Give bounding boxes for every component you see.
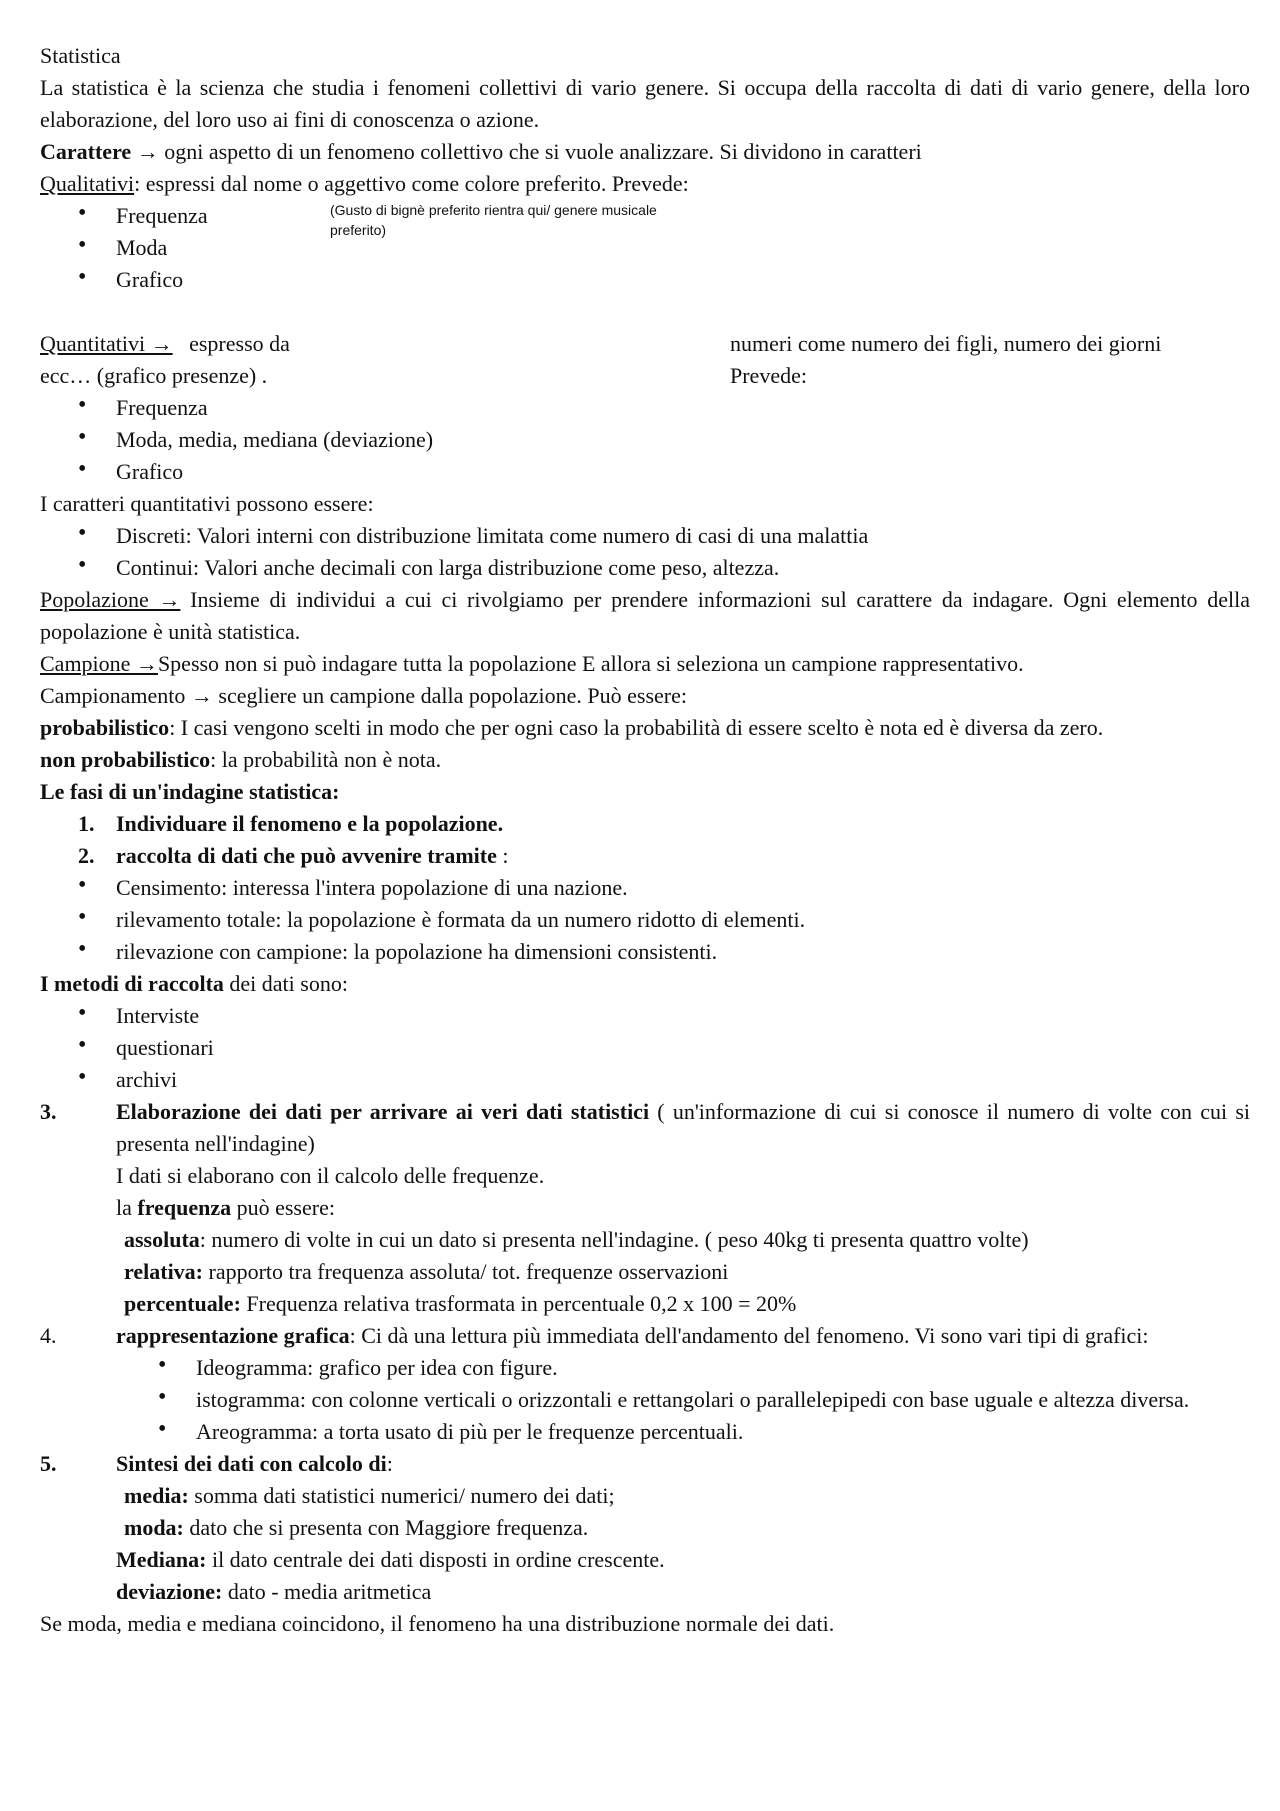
step-1-text: Individuare il fenomeno e la popolazione. xyxy=(116,811,504,836)
step-4-number: 4. xyxy=(40,1323,57,1348)
quantitativi-right xyxy=(730,328,1250,392)
carattere-text: ogni aspetto di un fenomeno collettivo che si vuole analizzare. Si dividono in caratteri xyxy=(158,139,922,164)
step-3-text: ( un'informazione di cui si conosce il numero di volte con cui si presenta nell'indagine) xyxy=(116,1099,1250,1156)
list-item: • rilevamento totale: la popolazione è formata da un numero ridotto di elementi. xyxy=(40,904,1250,936)
quantitativi-right-1: numeri come numero dei figli, numero dei giorni xyxy=(730,331,1162,356)
list-item: • Frequenza xyxy=(40,392,1250,424)
fasi-heading xyxy=(40,776,1250,808)
non-probabilistico-term: non probabilistico xyxy=(40,747,211,772)
step-2-text: raccolta di dati che può avvenire tramite xyxy=(116,843,497,868)
assoluta-term: assoluta xyxy=(124,1227,200,1252)
fasi-heading-text: Le fasi di un'indagine statistica: xyxy=(40,779,340,804)
list-item: • Frequenza xyxy=(40,200,1250,232)
step-3-line2: I dati si elaborano con il calcolo delle frequenze. xyxy=(116,1163,545,1188)
quantitativi-list xyxy=(40,392,1250,488)
list-item: • Grafico xyxy=(40,456,1250,488)
list-item: • archivi xyxy=(40,1064,1250,1096)
relativa-definition xyxy=(40,1256,1250,1288)
carattere-definition xyxy=(40,136,1250,168)
media-term: media: xyxy=(124,1483,189,1508)
metodi-term: I metodi di raccolta xyxy=(40,971,224,996)
metodi-intro xyxy=(40,968,1250,1000)
probabilistico-text: : I casi vengono scelti in modo che per ogni caso la probabilità di essere scelto è nota ed è diversa da zero. xyxy=(169,715,1104,740)
step-5-number: 5. xyxy=(40,1451,57,1476)
carattere-term: Carattere → xyxy=(40,139,159,164)
list-item: • Continui: Valori anche decimali con larga distribuzione come peso, altezza. xyxy=(40,552,1250,584)
percentuale-definition xyxy=(40,1288,1250,1320)
mediana-term: Mediana: xyxy=(116,1547,207,1572)
media-definition xyxy=(40,1480,1250,1512)
quantitativi-left xyxy=(40,328,350,392)
popolazione-definition xyxy=(40,584,1250,648)
step-3-line3 xyxy=(40,1192,1250,1224)
quantitativi-left-line1 xyxy=(40,328,350,360)
non-probabilistico-definition xyxy=(40,744,1250,776)
qualitativi-term: Qualitativi xyxy=(40,171,135,196)
list-item: • Interviste xyxy=(40,1000,1250,1032)
quantitativi-left-2: ecc… (grafico presenze) . xyxy=(40,363,268,388)
conclusion: Se moda, media e mediana coincidono, il fenomeno ha una distribuzione normale dei dati. xyxy=(40,1611,835,1636)
campione-definition xyxy=(40,648,1250,680)
list-item: • Ideogramma: grafico per idea con figure. xyxy=(40,1352,1250,1384)
campione-term: Campione → xyxy=(40,651,158,676)
intro-paragraph: La statistica è la scienza che studia i fenomeni collettivi di vario genere. Si occupa della raccolta di dati di vario genere, della loro elaborazione, del loro uso ai fini di conoscenza o azione. xyxy=(40,75,1250,132)
step-3-content xyxy=(116,1096,1250,1160)
step-2-tail: : xyxy=(496,843,509,868)
step-3-line3-post: può essere: xyxy=(231,1195,335,1220)
deviazione-term: deviazione: xyxy=(116,1579,223,1604)
list-item: • Censimento: interessa l'intera popolazione di una nazione. xyxy=(40,872,1250,904)
campionamento-definition: Campionamento → scegliere un campione dalla popolazione. Può essere: xyxy=(40,683,687,708)
step-1-number: 1. xyxy=(78,811,95,836)
step-2-number: 2. xyxy=(78,843,95,868)
quantitativi-left-1: espresso da xyxy=(189,331,290,356)
metodi-text: dei dati sono: xyxy=(223,971,348,996)
qualitativi-text: : espressi dal nome o aggettivo come colore preferito. Prevede: xyxy=(134,171,689,196)
moda-term: moda: xyxy=(124,1515,184,1540)
step-3-number: 3. xyxy=(40,1099,57,1124)
step-4 xyxy=(40,1320,1250,1352)
quant-types-list xyxy=(40,520,1250,584)
step-4-list xyxy=(40,1352,1250,1448)
relativa-term: relativa: xyxy=(124,1259,204,1284)
popolazione-term: Popolazione → xyxy=(40,587,181,612)
mediana-text: il dato centrale dei dati disposti in ordine crescente. xyxy=(206,1547,665,1572)
percentuale-text: Frequenza relativa trasformata in percentuale 0,2 x 100 = 20% xyxy=(240,1291,797,1316)
doc-title: Statistica xyxy=(40,43,121,68)
document-page xyxy=(40,40,1250,1640)
side-note: (Gusto di bignè preferito rientra qui/ genere musicale preferito) xyxy=(330,202,657,238)
step-2 xyxy=(40,840,1250,872)
quantitativi-right-2: Prevede: xyxy=(730,363,807,388)
media-text: somma dati statistici numerici/ numero dei dati; xyxy=(188,1483,615,1508)
list-item: • Moda xyxy=(40,232,1250,264)
step-4-content xyxy=(116,1320,1250,1352)
moda-text: dato che si presenta con Maggiore frequenza. xyxy=(183,1515,589,1540)
metodi-list xyxy=(40,1000,1250,1096)
relativa-text: rapporto tra frequenza assoluta/ tot. frequenze osservazioni xyxy=(203,1259,729,1284)
quantitativi-definition xyxy=(40,328,1250,392)
assoluta-definition xyxy=(40,1224,1250,1256)
step-2-content xyxy=(116,840,508,872)
mediana-definition xyxy=(40,1544,1250,1576)
step-1 xyxy=(40,808,1250,840)
step-3-line3-term: frequenza xyxy=(137,1195,232,1220)
step-5 xyxy=(40,1448,1250,1480)
step-3-line3-pre: la xyxy=(116,1195,138,1220)
step-2-list xyxy=(40,872,1250,968)
list-item: • questionari xyxy=(40,1032,1250,1064)
step-3-title: Elaborazione dei dati per arrivare ai veri dati statistici xyxy=(116,1099,650,1124)
step-5-tail: : xyxy=(386,1451,393,1476)
step-3 xyxy=(40,1096,1250,1160)
step-4-text: : Ci dà una lettura più immediata dell'andamento del fenomeno. Vi sono vari tipi di grafici: xyxy=(349,1323,1149,1348)
step-5-content xyxy=(116,1448,393,1480)
quant-types-intro: I caratteri quantitativi possono essere: xyxy=(40,491,374,516)
qualitativi-definition xyxy=(40,168,1250,200)
deviazione-text: dato - media aritmetica xyxy=(222,1579,432,1604)
deviazione-definition xyxy=(40,1576,1250,1608)
probabilistico-term: probabilistico xyxy=(40,715,170,740)
step-5-title: Sintesi dei dati con calcolo di xyxy=(116,1451,387,1476)
campione-text: Spesso non si può indagare tutta la popolazione E allora si seleziona un campione rappresentativo. xyxy=(157,651,1024,676)
quantitativi-term: Quantitativi → xyxy=(40,331,173,356)
moda-definition xyxy=(40,1512,1250,1544)
popolazione-text: Insieme di individui a cui ci rivolgiamo per prendere informazioni sul carattere da indagare. Ogni elemento della popolazione è unità statistica. xyxy=(40,587,1250,644)
non-probabilistico-text: : la probabilità non è nota. xyxy=(210,747,442,772)
list-item: • rilevazione con campione: la popolazione ha dimensioni consistenti. xyxy=(40,936,1250,968)
list-item: • Moda, media, mediana (deviazione) xyxy=(40,424,1250,456)
assoluta-text: : numero di volte in cui un dato si presenta nell'indagine. ( peso 40kg ti presenta quattro volte) xyxy=(199,1227,1029,1252)
list-item: • Discreti: Valori interni con distribuzione limitata come numero di casi di una malattia xyxy=(40,520,1250,552)
step-4-title: rappresentazione grafica xyxy=(116,1323,350,1348)
list-item: • istogramma: con colonne verticali o orizzontali e rettangolari o parallelepipedi con base uguale e altezza diversa. xyxy=(40,1384,1250,1416)
list-item: • Grafico xyxy=(40,264,1250,296)
spacer xyxy=(40,296,1250,328)
percentuale-term: percentuale: xyxy=(124,1291,241,1316)
list-item: • Areogramma: a torta usato di più per le frequenze percentuali. xyxy=(40,1416,1250,1448)
probabilistico-definition xyxy=(40,712,1250,744)
